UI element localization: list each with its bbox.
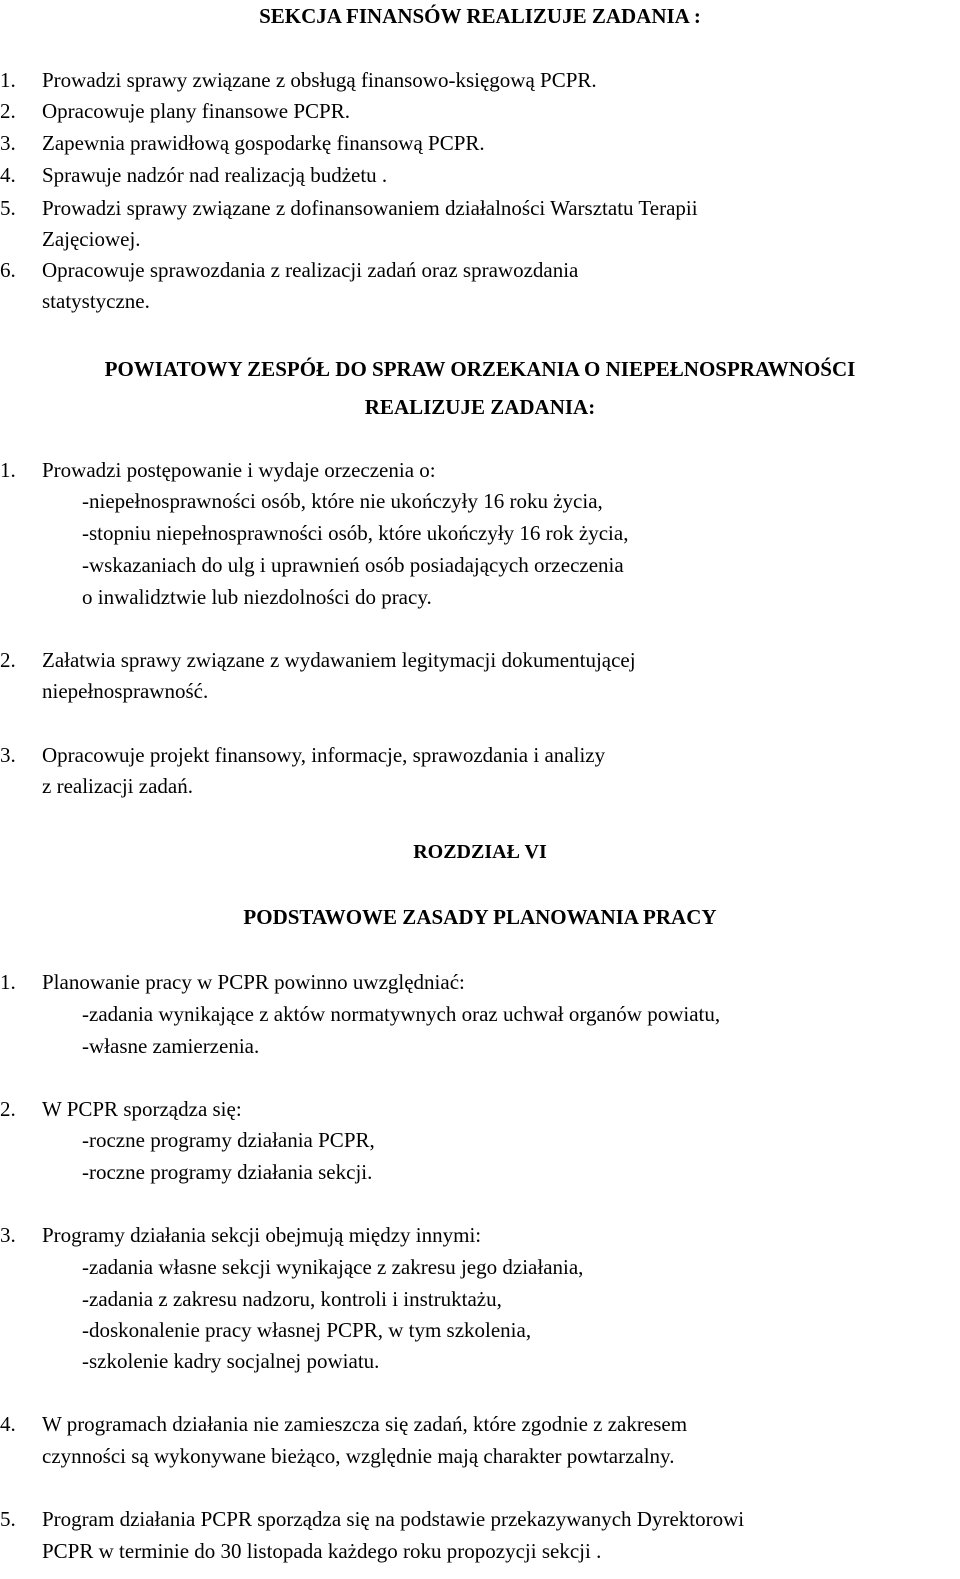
item-text: Opracowuje projekt finansowy, informacje, sprawozdania i analizy xyxy=(42,743,606,767)
list-item xyxy=(0,66,960,94)
item-text: Sprawuje nadzór nad realizacją budżetu . xyxy=(42,163,388,187)
list-item xyxy=(0,1221,960,1249)
item-number: 2. xyxy=(0,99,16,123)
item-number: 4. xyxy=(0,163,16,187)
item-number: 3. xyxy=(0,743,16,767)
list-item xyxy=(0,1410,960,1438)
item-text: Programy działania sekcji obejmują między innymi: xyxy=(42,1223,482,1247)
item-text: Opracowuje sprawozdania z realizacji zadań oraz sprawozdania xyxy=(42,258,579,282)
list-item xyxy=(0,256,960,284)
list-item xyxy=(0,646,960,674)
item-number: 5. xyxy=(0,196,16,220)
chapter-number: ROZDZIAŁ VI xyxy=(413,841,547,863)
list-item xyxy=(0,1095,960,1123)
sub-item: -zadania z zakresu nadzoru, kontroli i instruktażu, xyxy=(82,1287,502,1311)
item-number: 1. xyxy=(0,458,16,482)
item-text-continued: niepełnosprawność. xyxy=(42,679,209,703)
item-number: 6. xyxy=(0,258,16,282)
item-number: 2. xyxy=(0,648,16,672)
section2-title: POWIATOWY ZESPÓŁ DO SPRAW ORZEKANIA O NIEPEŁNOSPRAWNOŚCI xyxy=(104,357,856,381)
item-text: W programach działania nie zamieszcza się zadań, które zgodnie z zakresem xyxy=(42,1412,688,1436)
sub-item: -zadania wynikające z aktów normatywnych oraz uchwał organów powiatu, xyxy=(82,1002,721,1026)
item-text: Planowanie pracy w PCPR powinno uwzględniać: xyxy=(42,970,465,994)
list-item xyxy=(0,968,960,996)
item-text-continued: z realizacji zadań. xyxy=(42,774,193,798)
item-text: Prowadzi sprawy związane z obsługą finansowo-księgową PCPR. xyxy=(42,68,597,92)
sub-item: -własne zamierzenia. xyxy=(82,1034,260,1058)
sub-item: -roczne programy działania PCPR, xyxy=(82,1128,375,1152)
section2-title-line2: REALIZUJE ZADANIA: xyxy=(364,395,596,419)
list-item xyxy=(0,456,960,484)
item-text-continued: PCPR w terminie do 30 listopada każdego roku propozycji sekcji . xyxy=(42,1539,602,1563)
item-text-continued: statystyczne. xyxy=(42,289,150,313)
item-number: 4. xyxy=(0,1412,16,1436)
item-number: 1. xyxy=(0,970,16,994)
sub-item: o inwalidztwie lub niezdolności do pracy. xyxy=(82,585,432,609)
list-item xyxy=(0,161,960,189)
chapter-title: PODSTAWOWE ZASADY PLANOWANIA PRACY xyxy=(243,905,717,929)
item-number: 3. xyxy=(0,131,16,155)
list-item xyxy=(0,194,960,222)
sub-item: -zadania własne sekcji wynikające z zakresu jego działania, xyxy=(82,1255,584,1279)
list-item xyxy=(0,1505,960,1533)
item-text: Program działania PCPR sporządza się na podstawie przekazywanych Dyrektorowi xyxy=(42,1507,745,1531)
section1-title: SEKCJA FINANSÓW REALIZUJE ZADANIA : xyxy=(259,4,701,28)
item-text: Opracowuje plany finansowe PCPR. xyxy=(42,99,350,123)
item-number: 5. xyxy=(0,1507,16,1531)
item-text: Prowadzi sprawy związane z dofinansowaniem działalności Warsztatu Terapii xyxy=(42,196,698,220)
item-number: 2. xyxy=(0,1097,16,1121)
sub-item: -doskonalenie pracy własnej PCPR, w tym szkolenia, xyxy=(82,1318,532,1342)
item-text: Prowadzi postępowanie i wydaje orzeczenia o: xyxy=(42,458,436,482)
sub-item: -wskazaniach do ulg i uprawnień osób posiadających orzeczenia xyxy=(82,553,624,577)
list-item xyxy=(0,129,960,157)
item-text: Zapewnia prawidłową gospodarkę finansową PCPR. xyxy=(42,131,485,155)
sub-item: -szkolenie kadry socjalnej powiatu. xyxy=(82,1349,380,1373)
item-text-continued: Zajęciowej. xyxy=(42,227,141,251)
list-item xyxy=(0,97,960,125)
item-text: Załatwia sprawy związane z wydawaniem legitymacji dokumentującej xyxy=(42,648,636,672)
item-number: 3. xyxy=(0,1223,16,1247)
sub-item: -niepełnosprawności osób, które nie ukończyły 16 roku życia, xyxy=(82,489,603,513)
item-text-continued: czynności są wykonywane bieżąco, względnie mają charakter powtarzalny. xyxy=(42,1444,675,1468)
item-number: 1. xyxy=(0,68,16,92)
sub-item: -stopniu niepełnosprawności osób, które ukończyły 16 rok życia, xyxy=(82,521,629,545)
item-text: W PCPR sporządza się: xyxy=(42,1097,242,1121)
list-item xyxy=(0,741,960,769)
sub-item: -roczne programy działania sekcji. xyxy=(82,1160,373,1184)
